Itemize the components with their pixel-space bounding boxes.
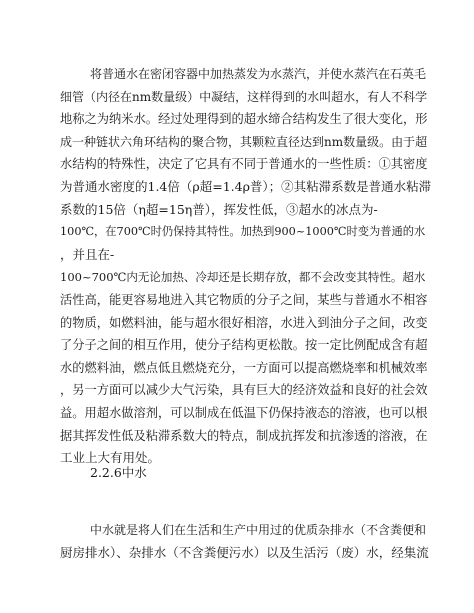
section-heading: 2.2.6中水 <box>90 465 147 480</box>
paragraph-line: 益。用超水做溶剂，可以制成在低温下仍保持液态的溶液，也可以根 <box>60 405 428 420</box>
paragraph-line: ，并且在- <box>60 246 115 262</box>
paragraph-line: 细管（内径在nm数量级）中凝结，这样得到的水叫超水，有人不科学 <box>60 89 428 104</box>
paragraph-line: 为普通水密度的1.4倍（ρ超=1.4ρ普）；②其粘滞系数是普通水粘滞 <box>60 178 432 194</box>
paragraph-line: 水结构的特殊性，决定了它具有不同于普通水的一些性质：①其密度 <box>60 157 428 172</box>
paragraph-line: 系数的15倍（η超=15η普），挥发性低，③超水的冰点为- <box>60 201 378 217</box>
paragraph-line: 了分子之间的相互作用，使分子结构更松散。按一定比例配成含有超 <box>60 338 428 353</box>
paragraph-line: 中水就是将人们在生活和生产中用过的优质杂排水（不含粪便和 <box>90 523 427 537</box>
paragraph-line: 的物质，如燃料油，能与超水很好相溶，水进入到油分子之间，改变 <box>60 315 428 330</box>
paragraph-line: ，另一方面可以减少大气污染，具有巨大的经济效益和良好的社会效 <box>60 383 428 398</box>
paragraph-super-water <box>60 63 432 470</box>
paragraph-line: 100℃，在700℃时仍保持其特性。加热到900~1000℃时变为普通的水 <box>60 225 426 239</box>
paragraph-line: 活性高，能更容易地进入其它物质的分子之间，某些与普通水不相容 <box>60 292 428 307</box>
paragraph-line: 将普通水在密闭容器中加热蒸发为水蒸汽，并使水蒸汽在石英毛 <box>90 67 427 81</box>
paragraph-line: 工业上大有用处。 <box>60 450 161 466</box>
paragraph-line: 水的燃料油，燃点低且燃烧充分，一方面可以提高燃烧率和机械效率 <box>60 360 428 375</box>
paragraph-line: 地称之为纳米水。经过处理得到的超水缔合结构发生了很大变化，形 <box>60 112 428 127</box>
paragraph-reclaimed-water <box>60 519 432 564</box>
paragraph-line: 100~700℃内无论加热、冷却还是长期存放，都不会改变其特性。超水 <box>60 270 426 285</box>
paragraph-line: 据其挥发性低及粘滞系数大的特点，制成抗挥发和抗渗透的溶液，在 <box>60 428 428 443</box>
paragraph-line: 厨房排水）、杂排水（不含粪便污水）以及生活污（废）水，经集流 <box>60 544 429 560</box>
paragraph-line: 成一种链状六角环结构的聚合物，其颗粒直径达到nm数量级。由于超 <box>60 134 428 149</box>
